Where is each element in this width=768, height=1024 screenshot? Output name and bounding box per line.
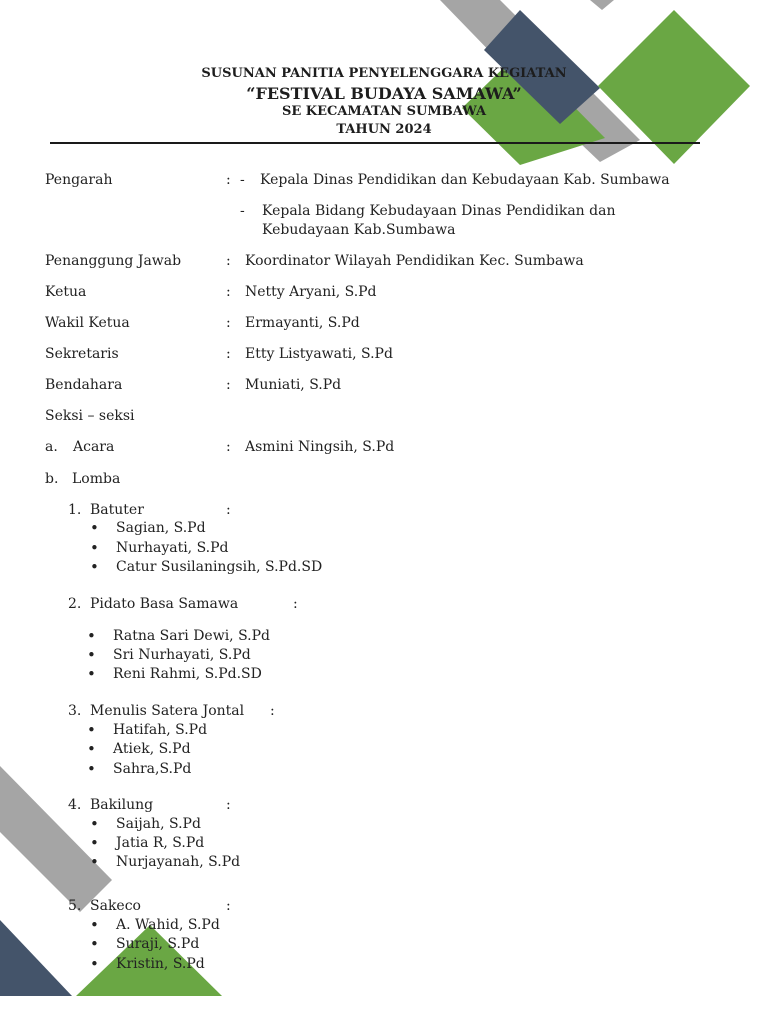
member-name: Kristin, S.Pd <box>116 956 205 972</box>
lomba-4-marker: 4. <box>68 797 82 813</box>
member-name: Suraji, S.Pd <box>116 936 200 952</box>
lomba-1-name: Batuter <box>90 502 144 518</box>
acara-marker: a. <box>45 439 58 455</box>
lomba-5-marker: 5. <box>68 898 82 914</box>
wakil-colon: : <box>226 315 231 331</box>
gray-small-shape <box>590 0 614 10</box>
lomba-label: Lomba <box>72 471 121 487</box>
wakil-label: Wakil Ketua <box>45 315 130 331</box>
acara-label: Acara <box>73 439 115 455</box>
list-item <box>90 834 205 852</box>
bullet-icon: • <box>90 539 99 557</box>
member-name: Atiek, S.Pd <box>113 741 191 757</box>
title-line-2: “FESTIVAL BUDAYA SAMAWA” <box>246 84 522 103</box>
title-line-3: SE KECAMATAN SUMBAWA <box>281 104 487 119</box>
list-item <box>87 646 251 664</box>
member-name: Reni Rahmi, S.Pd.SD <box>113 666 262 682</box>
list-item <box>87 740 191 758</box>
member-name: Catur Susilaningsih, S.Pd.SD <box>116 559 323 575</box>
member-name: Nurjayanah, S.Pd <box>116 854 241 870</box>
member-name: Sahra,S.Pd <box>113 761 192 777</box>
title-line-1: SUSUNAN PANITIA PENYELENGGARA KEGIATAN <box>201 66 567 81</box>
lomba-2-colon: : <box>293 596 298 612</box>
sekretaris-colon: : <box>226 346 231 362</box>
bullet-icon: • <box>87 627 96 645</box>
wakil-value: Ermayanti, S.Pd <box>245 315 360 331</box>
lomba-4-colon: : <box>226 797 231 813</box>
member-name: Sri Nurhayati, S.Pd <box>113 647 251 663</box>
member-name: Sagian, S.Pd <box>116 520 206 536</box>
list-item <box>87 721 208 739</box>
bullet-icon: • <box>87 646 96 664</box>
acara-colon: : <box>226 439 231 455</box>
pengarah-item-2: Kepala Bidang Kebudayaan Dinas Pendidikan dan Kebudayaan Kab.Sumbawa <box>262 203 616 238</box>
lomba-2-name: Pidato Basa Samawa <box>90 596 239 612</box>
pengarah-colon: : <box>226 172 231 188</box>
lomba-5-colon: : <box>226 898 231 914</box>
lomba-5-name: Sakeco <box>90 898 141 914</box>
lomba-2-marker: 2. <box>68 596 82 612</box>
lomba-marker: b. <box>45 471 59 487</box>
member-name: Ratna Sari Dewi, S.Pd <box>113 628 271 644</box>
list-item <box>90 853 241 871</box>
penanggung-colon: : <box>226 253 231 269</box>
ketua-colon: : <box>226 284 231 300</box>
list-item <box>87 627 271 645</box>
penanggung-label: Penanggung Jawab <box>45 253 182 269</box>
penanggung-value: Koordinator Wilayah Pendidikan Kec. Sumbawa <box>245 253 584 269</box>
pengarah-dash-1: - <box>240 172 245 188</box>
pengarah-item-1: Kepala Dinas Pendidikan dan Kebudayaan Kab. Sumbawa <box>260 172 670 188</box>
lomba-3-name: Menulis Satera Jontal <box>90 703 245 719</box>
bullet-icon: • <box>90 815 99 833</box>
title-divider <box>50 142 700 144</box>
lomba-3-colon: : <box>270 703 275 719</box>
member-name: Jatia R, S.Pd <box>116 835 205 851</box>
member-name: Hatifah, S.Pd <box>113 722 208 738</box>
sekretaris-value: Etty Listyawati, S.Pd <box>245 346 393 362</box>
lomba-4-name: Bakilung <box>90 797 154 813</box>
pengarah-label: Pengarah <box>45 172 113 188</box>
list-item <box>87 665 262 683</box>
seksi-label: Seksi – seksi <box>45 408 135 424</box>
bullet-icon: • <box>90 558 99 576</box>
bendahara-colon: : <box>226 377 231 393</box>
bendahara-label: Bendahara <box>45 377 123 393</box>
bullet-icon: • <box>90 853 99 871</box>
list-item <box>90 815 201 833</box>
list-item <box>90 916 220 934</box>
ketua-value: Netty Aryani, S.Pd <box>245 284 377 300</box>
lomba-1-colon: : <box>226 502 231 518</box>
bullet-icon: • <box>90 935 99 953</box>
list-item <box>90 955 205 973</box>
bullet-icon: • <box>87 721 96 739</box>
title-line-4: TAHUN 2024 <box>336 122 432 137</box>
list-item <box>90 519 206 537</box>
list-item <box>90 539 229 557</box>
list-item <box>90 935 200 953</box>
sekretaris-label: Sekretaris <box>45 346 119 362</box>
bullet-icon: • <box>90 834 99 852</box>
pengarah-dash-2: - <box>240 203 245 219</box>
bullet-icon: • <box>87 760 96 778</box>
bullet-icon: • <box>90 519 99 537</box>
bendahara-value: Muniati, S.Pd <box>245 377 342 393</box>
lomba-1-marker: 1. <box>68 502 82 518</box>
list-item <box>87 760 192 778</box>
bullet-icon: • <box>87 665 96 683</box>
bullet-icon: • <box>87 740 96 758</box>
acara-value: Asmini Ningsih, S.Pd <box>245 439 395 455</box>
bullet-icon: • <box>90 916 99 934</box>
list-item <box>90 558 323 576</box>
member-name: Nurhayati, S.Pd <box>116 540 229 556</box>
ketua-label: Ketua <box>45 284 87 300</box>
lomba-3-marker: 3. <box>68 703 82 719</box>
bullet-icon: • <box>90 955 99 973</box>
navy-triangle-shape <box>0 920 72 996</box>
member-name: Saijah, S.Pd <box>116 816 201 832</box>
member-name: A. Wahid, S.Pd <box>116 917 220 933</box>
